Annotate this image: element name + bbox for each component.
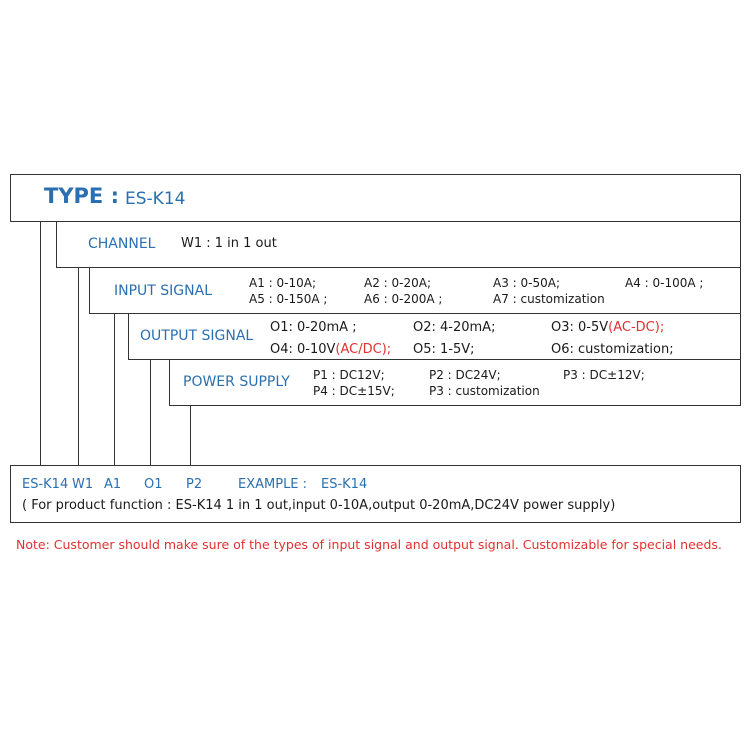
code-part-channel: W1: [72, 477, 94, 492]
channel-label: CHANNEL: [88, 236, 156, 252]
output-option-o2: O2: 4-20mA;: [413, 320, 496, 335]
output-option-o4: O4: 0-10V(AC/DC);: [270, 342, 392, 357]
output-option-o6: O6: customization;: [551, 342, 674, 357]
power-supply-label: POWER SUPPLY: [183, 374, 290, 390]
connector-output: [150, 359, 151, 465]
channel-box: [56, 221, 741, 268]
input-option-a6: A6 : 0-200A ;: [364, 292, 443, 306]
output-option-o1: O1: 0-20mA ;: [270, 320, 357, 335]
example-description: ( For product function : ES-K14 1 in 1 out,input 0-10A,output 0-20mA,DC24V power supply): [22, 498, 616, 513]
example-label: EXAMPLE :: [238, 477, 308, 492]
input-signal-label: INPUT SIGNAL: [114, 283, 213, 299]
input-option-a1: A1 : 0-10A;: [249, 276, 317, 290]
connector-input: [114, 313, 115, 465]
type-box: [10, 174, 741, 222]
channel-option: W1 : 1 in 1 out: [181, 236, 277, 251]
connector-channel: [78, 267, 79, 465]
input-option-a7: A7 : customization: [493, 292, 605, 306]
input-option-a2: A2 : 0-20A;: [364, 276, 432, 290]
code-part-model: ES-K14: [22, 477, 69, 492]
input-option-a3: A3 : 0-50A;: [493, 276, 561, 290]
code-box: [10, 465, 741, 523]
code-part-power: P2: [186, 477, 203, 492]
note-text: Note: Customer should make sure of the types of input signal and output signal. Customizable for special needs.: [16, 537, 722, 552]
code-part-input: A1: [104, 477, 122, 492]
code-part-output: O1: [144, 477, 163, 492]
example-value: ES-K14: [321, 477, 368, 492]
connector-power: [190, 405, 191, 465]
output-option-o3: O3: 0-5V(AC-DC);: [551, 320, 665, 335]
type-model: ES-K14: [125, 189, 186, 209]
power-option-p2: P2 : DC24V;: [429, 368, 501, 382]
output-option-o5: O5: 1-5V;: [413, 342, 475, 357]
power-option-p3-custom: P3 : customization: [429, 384, 540, 398]
output-signal-label: OUTPUT SIGNAL: [140, 328, 254, 344]
power-option-p4: P4 : DC±15V;: [313, 384, 395, 398]
power-option-p1: P1 : DC12V;: [313, 368, 385, 382]
input-option-a4: A4 : 0-100A ;: [625, 276, 704, 290]
type-label: TYPE :: [44, 184, 119, 208]
input-option-a5: A5 : 0-150A ;: [249, 292, 328, 306]
connector-type: [40, 221, 41, 465]
power-option-p3: P3 : DC±12V;: [563, 368, 645, 382]
